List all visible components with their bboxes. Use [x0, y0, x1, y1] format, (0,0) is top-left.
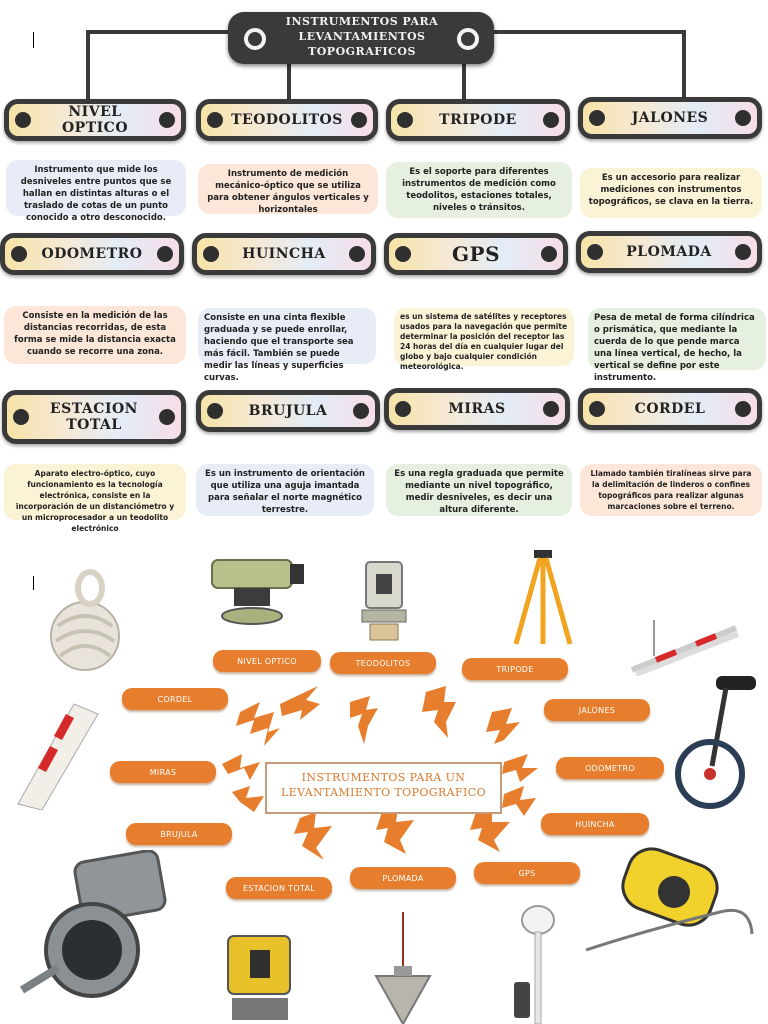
- zigzag-arrow-icon: [350, 696, 378, 744]
- desc-plomada: Pesa de metal de forma cilíndrica o prismática, que mediante la cuerda de lo que pende marca una línea vertical, de hecho, la vertical se define por este instrumento.: [588, 308, 766, 370]
- zigzag-arrow-icon: [422, 686, 456, 738]
- dot-icon: [589, 401, 605, 417]
- desc-cordel: Llamado también tiralíneas sirve para la delimitación de linderos o confines topográficos para realizar algunas marcaciones sobre el terreno.: [580, 464, 762, 516]
- tag-tripode: TRIPODE: [462, 658, 568, 680]
- desc-gps: es un sistema de satélites y receptores usados para la navegación que permite determinar la posición del receptor las 24 horas del día en cualquier lugar del globo y bajo cualquier condición meteorológica.: [394, 308, 574, 366]
- pill-teodolitos: [196, 99, 378, 141]
- connector-line: [287, 60, 291, 100]
- zigzag-arrow-icon: [502, 786, 536, 816]
- dot-icon: [11, 246, 27, 262]
- desc-brujula: Es un instrumento de orientación que utiliza una aguja imantada para señalar el norte magnético terrestre.: [196, 464, 374, 516]
- dot-icon: [157, 246, 173, 262]
- range-poles-icon: [626, 616, 742, 676]
- desc-huincha: Consiste en una cinta flexible graduada y se puede enrollar, haciendo que el transporte sea más fácil. También se puede medir las líneas y superficies curvas.: [198, 308, 376, 364]
- desc-nivel-optico: Instrumento que mide los desniveles entre puntos que se hallan en distintas alturas o el traslado de cotas de un punto conocido a otro desconocido.: [6, 160, 186, 216]
- desc-teodolitos: Instrumento de medición mecánico-óptico que se utiliza para obtener ángulos verticales y horizontales: [198, 164, 378, 214]
- pill-brujula: [196, 390, 380, 432]
- dot-icon: [353, 403, 369, 419]
- tag-huincha: HUINCHA: [541, 813, 649, 835]
- gps-receiver-icon: [508, 900, 568, 1024]
- zigzag-arrow-icon: [236, 702, 280, 746]
- rope-knot-icon: [40, 566, 130, 676]
- pill-cordel: [578, 388, 762, 430]
- tag-teodolitos: TEODOLITOS: [330, 652, 436, 674]
- pill-label: CORDEL: [634, 401, 706, 417]
- optical-level-icon: [206, 550, 306, 630]
- dot-icon: [395, 401, 411, 417]
- dot-icon: [159, 112, 175, 128]
- zigzag-arrow-icon: [502, 754, 538, 782]
- dot-icon: [589, 110, 605, 126]
- mindmap-center: INSTRUMENTOS PARA UN LEVANTAMIENTO TOPOGRAFICO: [265, 762, 502, 814]
- pill-label: ESTACION TOTAL: [50, 401, 138, 433]
- pill-label: TEODOLITOS: [231, 112, 343, 128]
- pill-label: ODOMETRO: [41, 246, 143, 262]
- text-cursor: [33, 576, 34, 590]
- pill-label: HUINCHA: [242, 246, 326, 262]
- leveling-rod-icon: [14, 696, 104, 810]
- dot-icon: [397, 112, 413, 128]
- theodolite-icon: [356, 556, 412, 648]
- connector-line: [462, 60, 466, 100]
- tag-cordel: CORDEL: [122, 688, 228, 710]
- tag-brujula: BRUJULA: [126, 823, 232, 845]
- zigzag-arrow-icon: [222, 754, 260, 780]
- dot-icon: [349, 246, 365, 262]
- dot-icon: [735, 401, 751, 417]
- pill-label: GPS: [451, 242, 501, 266]
- tag-gps: GPS: [474, 862, 580, 884]
- zigzag-arrow-icon: [294, 812, 332, 860]
- zigzag-arrow-icon: [470, 808, 510, 852]
- desc-miras: Es una regla graduada que permite mediante un nivel topográfico, medir desniveles, es decir una altura diferente.: [386, 464, 572, 516]
- dot-icon: [203, 246, 219, 262]
- measuring-tape-icon: [580, 842, 760, 962]
- dot-icon: [351, 112, 367, 128]
- dot-icon: [541, 246, 557, 262]
- dot-icon: [207, 112, 223, 128]
- dot-icon: [395, 246, 411, 262]
- connector-line: [86, 30, 90, 100]
- pill-miras: [384, 388, 570, 430]
- pill-label: NIVEL OPTICO: [61, 104, 129, 136]
- pill-label: BRUJULA: [248, 403, 328, 419]
- zigzag-arrow-icon: [280, 686, 320, 720]
- tripod-icon: [510, 548, 576, 648]
- tag-odometro: ODOMETRO: [556, 757, 664, 779]
- odometer-wheel-icon: [672, 670, 764, 820]
- pill-odometro: [0, 233, 184, 275]
- desc-estacion-total: Aparato electro-óptico, cuyo funcionamiento es la tecnología electrónica, consiste en la incorporación de un distanciómetro y un microprocesador a un teodolito electrónico: [4, 464, 186, 520]
- pill-gps: [384, 233, 568, 275]
- total-station-icon: [220, 928, 300, 1024]
- dot-icon: [543, 112, 559, 128]
- tag-nivel-optico: NIVEL OPTICO: [213, 650, 321, 672]
- desc-jalones: Es un accesorio para realizar mediciones con instrumentos topográficos, se clava en la tierra.: [580, 168, 762, 218]
- tag-estacion-total: ESTACION TOTAL: [226, 877, 332, 899]
- pill-jalones: [578, 97, 762, 139]
- pill-label: MIRAS: [448, 401, 506, 417]
- pill-label: TRIPODE: [439, 112, 517, 128]
- tag-miras: MIRAS: [110, 761, 216, 783]
- connector-line: [682, 30, 686, 98]
- pill-plomada: [576, 231, 762, 273]
- dot-icon: [207, 403, 223, 419]
- desc-odometro: Consiste en la medición de las distancias recorridas, de esta forma se mide la distancia exacta cuando se recorre una zona.: [4, 306, 186, 364]
- pill-huincha: [192, 233, 376, 275]
- text-cursor: [33, 32, 34, 48]
- desc-tripode: Es el soporte para diferentes instrumentos de medición como teodolitos, estaciones totales, niveles o tránsitos.: [386, 162, 572, 218]
- compass-icon: [14, 850, 168, 1006]
- tag-jalones: JALONES: [544, 699, 650, 721]
- zigzag-arrow-icon: [486, 708, 520, 744]
- tag-plomada: PLOMADA: [350, 867, 456, 889]
- dot-icon: [735, 244, 751, 260]
- page-title: INSTRUMENTOS PARA LEVANTAMIENTOS TOPOGRAFICOS: [285, 15, 439, 58]
- pill-estacion-total: [2, 390, 186, 444]
- zigzag-arrow-icon: [376, 808, 414, 854]
- dot-icon: [13, 409, 29, 425]
- pill-nivel-optico: [4, 99, 186, 141]
- dot-icon: [587, 244, 603, 260]
- dot-icon: [159, 409, 175, 425]
- pill-label: PLOMADA: [626, 244, 712, 260]
- zigzag-arrow-icon: [232, 786, 264, 812]
- dot-icon: [543, 401, 559, 417]
- dot-icon: [735, 110, 751, 126]
- plumb-bob-icon: [370, 912, 436, 1024]
- pill-tripode: [386, 99, 570, 141]
- pill-label: JALONES: [631, 110, 709, 126]
- dot-icon: [15, 112, 31, 128]
